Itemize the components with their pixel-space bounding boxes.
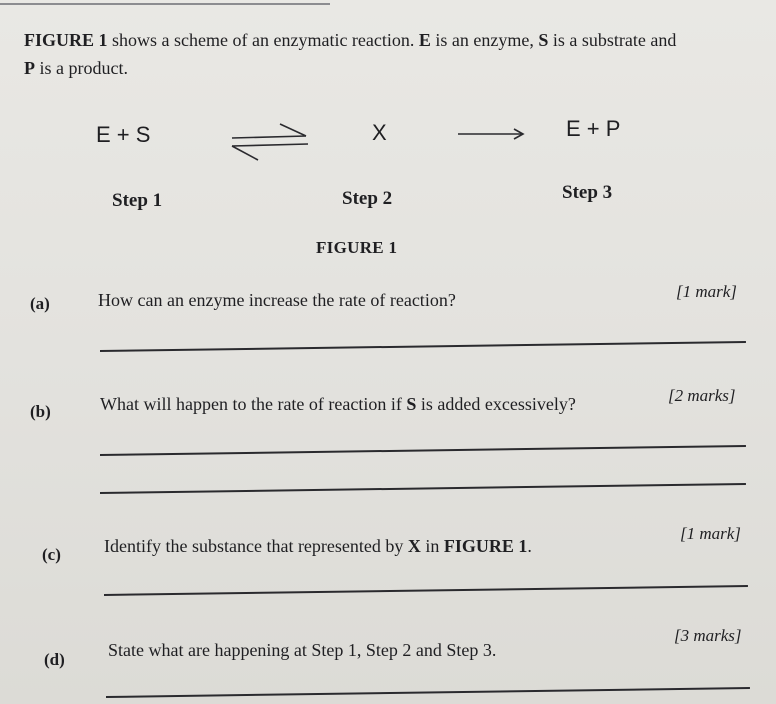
equilibrium-arrow-icon — [228, 116, 312, 164]
intro-text-4: is a product. — [35, 58, 128, 78]
intro-e: E — [418, 30, 431, 50]
question-b-text-1: What will happen to the rate of reaction if — [100, 394, 407, 414]
question-b-letter: (b) — [30, 402, 51, 421]
products: E + P — [566, 116, 621, 141]
question-c-text-3: . — [527, 536, 532, 556]
question-c-bold-figure: FIGURE 1 — [443, 536, 528, 556]
question-a-letter: (a) — [30, 294, 50, 313]
step-1-label: Step 1 — [112, 190, 163, 211]
intro-text-3: is a substrate and — [548, 30, 677, 50]
header-rule — [0, 3, 330, 5]
forward-arrow-icon — [456, 124, 528, 144]
question-d-text: State what are happening at Step 1, Step 2 and Step 3. — [108, 640, 497, 660]
intermediate-x: X — [372, 120, 387, 145]
question-b-marks: [2 marks] — [668, 386, 736, 405]
question-c-letter: (c) — [42, 545, 61, 564]
question-c-marks: [1 mark] — [680, 524, 741, 543]
question-a-text: How can an enzyme increase the rate of reaction? — [98, 290, 456, 310]
question-d-letter: (d) — [44, 650, 65, 669]
answer-line-d[interactable] — [106, 687, 750, 698]
intro-s: S — [538, 30, 549, 50]
intro-text-2: is an enzyme, — [430, 30, 539, 50]
question-d-marks: [3 marks] — [674, 626, 742, 645]
question-b-text-2: is added excessively? — [416, 394, 576, 414]
step-3-label: Step 3 — [562, 182, 613, 203]
question-b-text — [100, 394, 576, 415]
question-a-marks: [1 mark] — [676, 282, 737, 301]
answer-line-b2[interactable] — [100, 483, 746, 494]
intro-paragraph — [24, 26, 764, 82]
intro-figure-ref: FIGURE 1 — [24, 30, 108, 50]
intro-p: P — [24, 58, 35, 78]
question-c-text-2: in — [420, 536, 444, 556]
question-c-bold-x: X — [407, 536, 421, 556]
question-c-text-1: Identify the substance that represented by — [104, 536, 408, 556]
answer-line-c[interactable] — [104, 585, 748, 596]
question-b-bold-s: S — [406, 394, 417, 414]
intro-text-1: shows a scheme of an enzymatic reaction. — [107, 30, 419, 50]
question-c-text — [104, 536, 532, 557]
answer-line-b1[interactable] — [100, 445, 746, 456]
step-2-label: Step 2 — [342, 188, 393, 209]
answer-line-a[interactable] — [100, 341, 746, 352]
reactants: E + S — [96, 122, 151, 147]
figure-caption: FIGURE 1 — [316, 238, 398, 257]
